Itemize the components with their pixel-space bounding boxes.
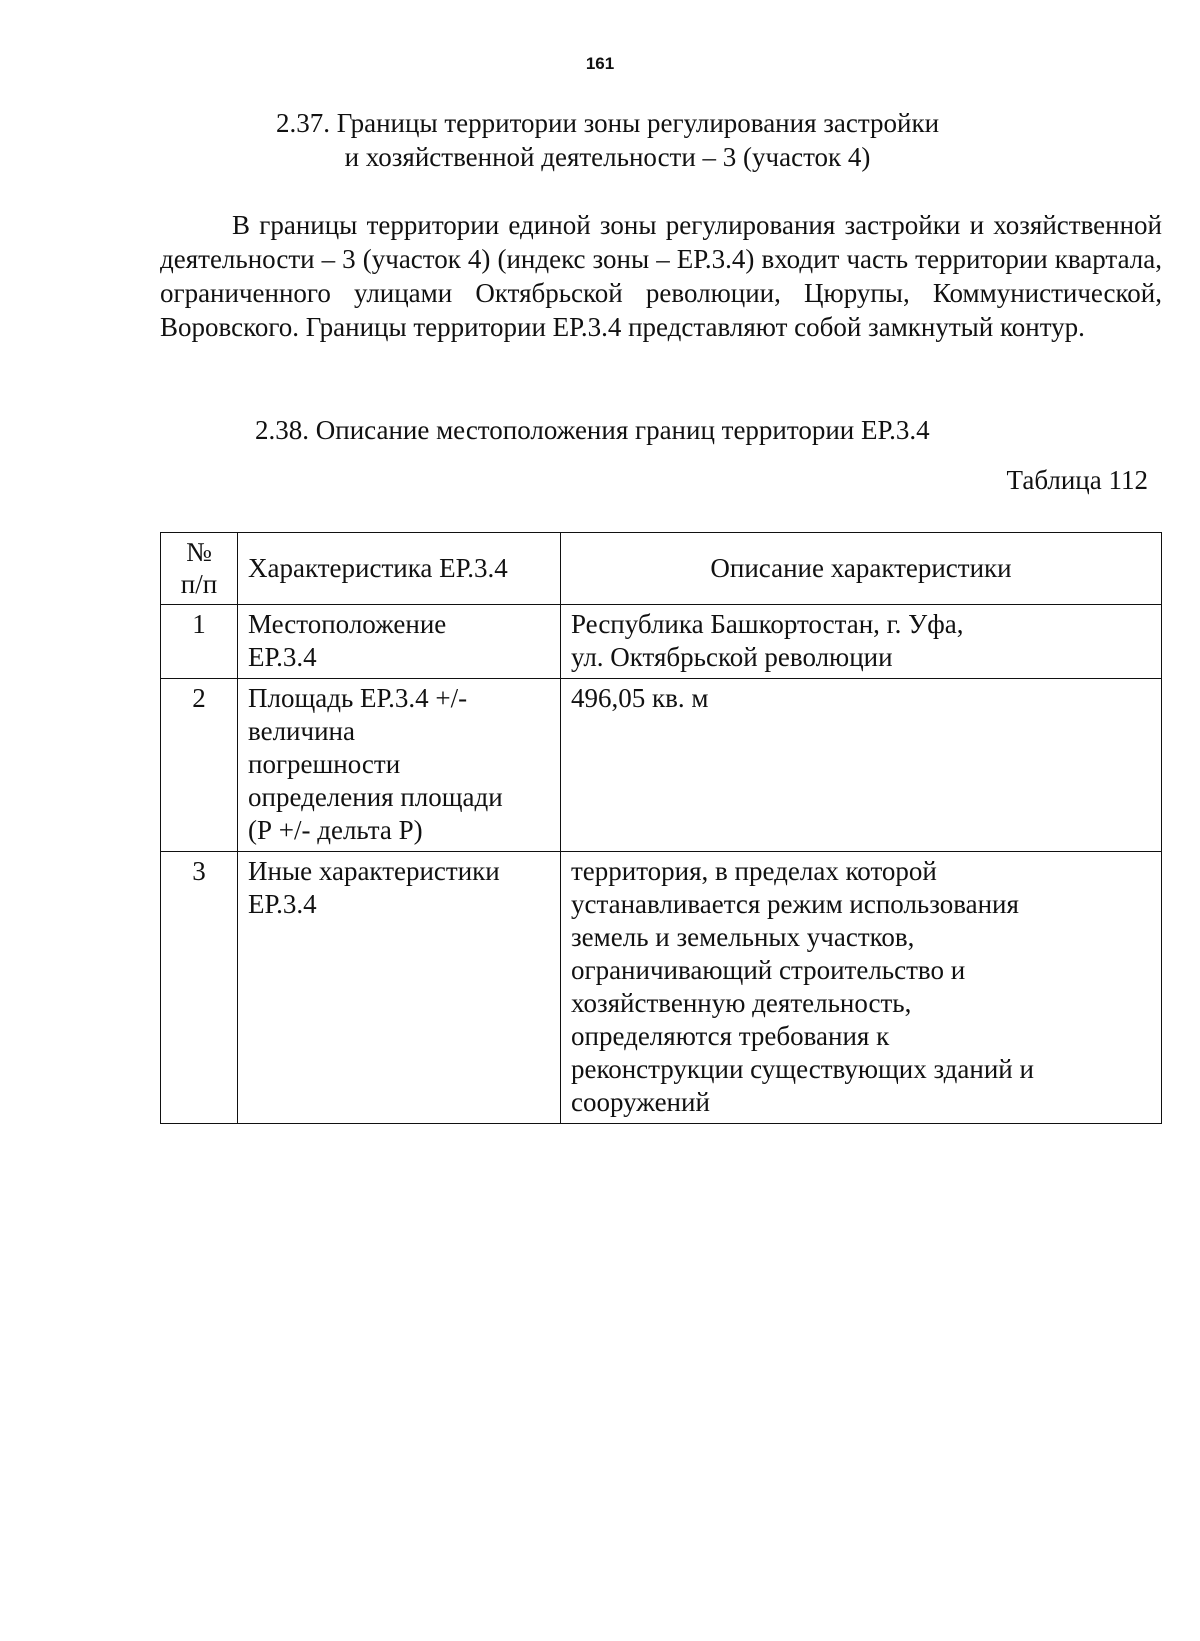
description-line: 496,05 кв. м: [571, 683, 709, 713]
characteristic-line: (Р +/- дельта Р): [248, 815, 423, 845]
description-line: земель и земельных участков,: [571, 922, 915, 952]
header-characteristic: Характеристика ЕР.3.4: [238, 533, 561, 605]
characteristic-line: Иные характеристики: [248, 856, 500, 886]
row-number-cell: 3: [161, 852, 238, 1124]
characteristic-line: Местоположение: [248, 609, 447, 639]
characteristic-line: величина: [248, 716, 355, 746]
table-body: [161, 605, 1162, 1124]
description-line: устанавливается режим использования: [571, 889, 1019, 919]
characteristic-cell: [238, 852, 561, 1124]
table-row: [161, 679, 1162, 852]
description-line: хозяйственную деятельность,: [571, 988, 912, 1018]
description-line: ограничивающий строительство и: [571, 955, 966, 985]
header-number-abbrev: п/п: [180, 569, 218, 599]
row-number-cell: 2: [161, 679, 238, 852]
body-paragraph: В границы территории единой зоны регулирования застройки и хозяйственной деятельности – 3 (участок 4) (индекс зоны – ЕР.3.4) входит часть территории квартала, ограниченного улицами Октябрьской революции, Цюрупы, Коммунистической, Воровского. Границы территории ЕР.3.4 представляют собой замкнутый контур.: [160, 210, 1162, 342]
description-cell: [561, 679, 1162, 852]
description-line: реконструкции существующих зданий и: [571, 1054, 1034, 1084]
row-number-cell: 1: [161, 605, 238, 679]
description-line: ул. Октябрьской революции: [571, 642, 893, 672]
table-row: [161, 852, 1162, 1124]
description-line: Республика Башкортостан, г. Уфа,: [571, 609, 964, 639]
table-caption: Таблица 112: [1006, 465, 1148, 495]
characteristic-line: Площадь ЕР.3.4 +/-: [248, 683, 468, 713]
table-header-row: [161, 533, 1162, 605]
section-heading-2-37: [160, 106, 1055, 174]
section-heading-line: и хозяйственной деятельности – 3 (участок 4): [344, 142, 871, 172]
description-line: определяются требования к: [571, 1021, 890, 1051]
section-heading-line: 2.37. Границы территории зоны регулирования застройки: [275, 108, 940, 138]
table-row: [161, 605, 1162, 679]
characteristic-line: погрешности: [248, 749, 401, 779]
characteristic-cell: [238, 679, 561, 852]
characteristic-cell: [238, 605, 561, 679]
characteristics-table: [160, 532, 1162, 1124]
characteristic-line: ЕР.3.4: [248, 889, 317, 919]
header-number: [161, 533, 238, 605]
description-cell: [561, 852, 1162, 1124]
description-cell: [561, 605, 1162, 679]
characteristic-line: ЕР.3.4: [248, 642, 317, 672]
header-description: Описание характеристики: [561, 533, 1162, 605]
page-number: 161: [585, 54, 615, 73]
characteristic-line: определения площади: [248, 782, 503, 812]
section-heading-2-38: 2.38. Описание местоположения границ территории ЕР.3.4: [255, 415, 930, 445]
description-line: сооружений: [571, 1087, 710, 1117]
header-number-symbol: №: [186, 537, 212, 567]
description-line: территория, в пределах которой: [571, 856, 937, 886]
